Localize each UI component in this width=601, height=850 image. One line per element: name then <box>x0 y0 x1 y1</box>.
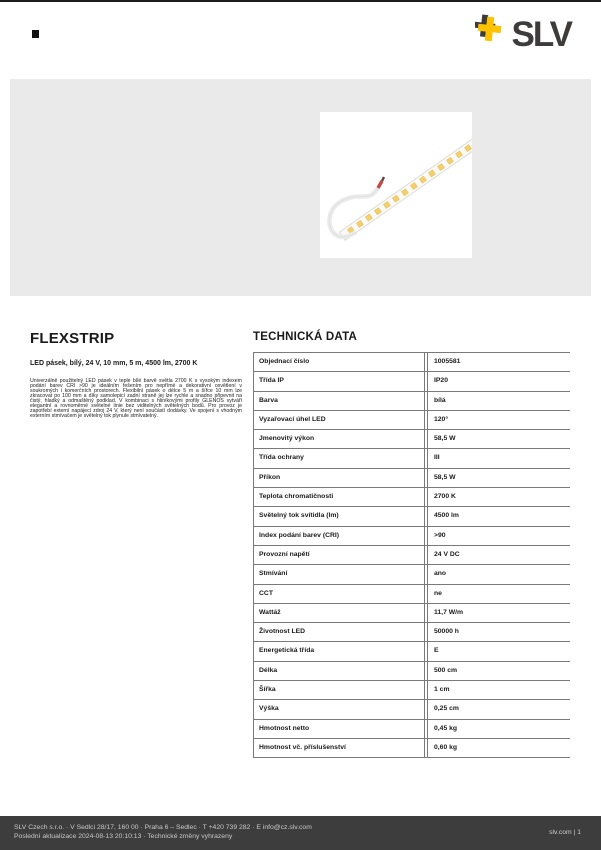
table-row <box>253 392 570 411</box>
spec-value: 58,5 W <box>427 469 570 487</box>
spec-label: Výška <box>253 700 425 718</box>
table-row <box>253 449 570 468</box>
spec-value: 120° <box>427 411 570 429</box>
spec-value: 0,25 cm <box>427 700 570 718</box>
tech-data-column <box>253 330 570 758</box>
spec-value: IP20 <box>427 372 570 390</box>
table-row <box>253 662 570 681</box>
product-title: FLEXSTRIP <box>30 330 115 347</box>
spec-label: Světelný tok svítidla (lm) <box>253 507 425 525</box>
spec-label: Wattáž <box>253 604 425 622</box>
table-row <box>253 565 570 584</box>
table-row <box>253 469 570 488</box>
spec-value: >90 <box>427 527 570 545</box>
spec-label: Vyzařovací úhel LED <box>253 411 425 429</box>
table-row <box>253 739 570 758</box>
spec-label: Barva <box>253 392 425 410</box>
table-row <box>253 527 570 546</box>
table-row <box>253 507 570 526</box>
spec-label: Šířka <box>253 681 425 699</box>
tech-data-heading: TECHNICKÁ DATA <box>253 331 357 343</box>
table-row <box>253 623 570 642</box>
spec-value: 0,60 kg <box>427 739 570 757</box>
spec-label: Délka <box>253 662 425 680</box>
spec-value: III <box>427 449 570 467</box>
footer-update-line: Poslední aktualizace 2024-08-13 20:10:13 · Technické změny vyhrazeny <box>14 833 233 840</box>
spec-label: Provozní napětí <box>253 546 425 564</box>
footer-bar <box>0 816 601 850</box>
spec-value: 11,7 W/m <box>427 604 570 622</box>
spec-label: Index podání barev (CRI) <box>253 527 425 545</box>
table-row <box>253 430 570 449</box>
table-row <box>253 604 570 623</box>
spec-label: Objednací číslo <box>253 353 425 371</box>
table-row <box>253 488 570 507</box>
table-row <box>253 700 570 719</box>
spec-value: 4500 lm <box>427 507 570 525</box>
spec-value: 24 V DC <box>427 546 570 564</box>
table-row <box>253 642 570 661</box>
photo-band <box>10 79 591 296</box>
spec-label: Jmenovitý výkon <box>253 430 425 448</box>
table-row <box>253 372 570 391</box>
spec-label: Teplota chromatičnosti <box>253 488 425 506</box>
spec-label: CCT <box>253 585 425 603</box>
spec-label: Příkon <box>253 469 425 487</box>
product-subtitle: LED pásek, bílý, 24 V, 10 mm, 5 m, 4500 lm, 2700 K <box>30 360 198 367</box>
product-photo <box>320 112 472 258</box>
footer-site-page: slv.com | 1 <box>549 829 581 836</box>
table-row <box>253 720 570 739</box>
spec-label: Třída ochrany <box>253 449 425 467</box>
slv-logo <box>475 13 571 61</box>
spec-value: 1005581 <box>427 353 570 371</box>
table-row <box>253 411 570 430</box>
product-info-column <box>30 330 242 419</box>
footer-contact-line: SLV Czech s.r.o. · V Sedlci 28/17, 160 00 · Praha 6 – Sedlec · T +420 739 282 · E info@cz.slv.com <box>14 824 312 831</box>
spec-value: 1 cm <box>427 681 570 699</box>
plus-star-icon <box>475 13 505 45</box>
spec-value: ano <box>427 565 570 583</box>
tech-table <box>253 352 570 758</box>
table-row <box>253 546 570 565</box>
spec-label: Třída IP <box>253 372 425 390</box>
table-row <box>253 352 570 372</box>
page-top-rule <box>0 0 601 2</box>
spec-label: Stmívání <box>253 565 425 583</box>
footer-text <box>14 823 312 841</box>
crop-mark <box>32 30 39 38</box>
spec-label: Hmotnost vč. příslušenství <box>253 739 425 757</box>
spec-value: 58,5 W <box>427 430 570 448</box>
led-strip-image <box>320 112 472 258</box>
spec-value: 2700 K <box>427 488 570 506</box>
table-row <box>253 585 570 604</box>
spec-value: bílá <box>427 392 570 410</box>
spec-value: 0,45 kg <box>427 720 570 738</box>
spec-label: Hmotnost netto <box>253 720 425 738</box>
spec-label: Životnost LED <box>253 623 425 641</box>
spec-value: ne <box>427 585 570 603</box>
spec-value: 50000 h <box>427 623 570 641</box>
spec-value: E <box>427 642 570 660</box>
logo-wordmark: SLV <box>511 15 571 54</box>
spec-value: 500 cm <box>427 662 570 680</box>
spec-label: Energetická třída <box>253 642 425 660</box>
table-row <box>253 681 570 700</box>
product-description: Univerzálně použitelný LED pásek v teple bílé barvě světla 2700 K s vysokým indexem podání barev CRI >90 je ideálním řešením pro nepřímé a dekorativní osvětlení v soukromých i komerčních prostorech. Flexibilní pásek o délce 5 m a šířce 10 mm lze zkracovat po 100 mm a díky samolepicí zadní straně jej lze rychle a snadno připevnit na čistý, hladký a odmaštěný podklad. V kombinaci s hliníkovými profily GLENOS vytváří elegantní a rovnoměrné světelné linie bez viditelných světelných bodů. Pro provoz je zapotřebí externí napájecí zdroj 24 V, který není součástí dodávky. Ve spojení s vhodným externím stmívačem je světelný tok plynule stmívatelný. <box>30 378 242 419</box>
